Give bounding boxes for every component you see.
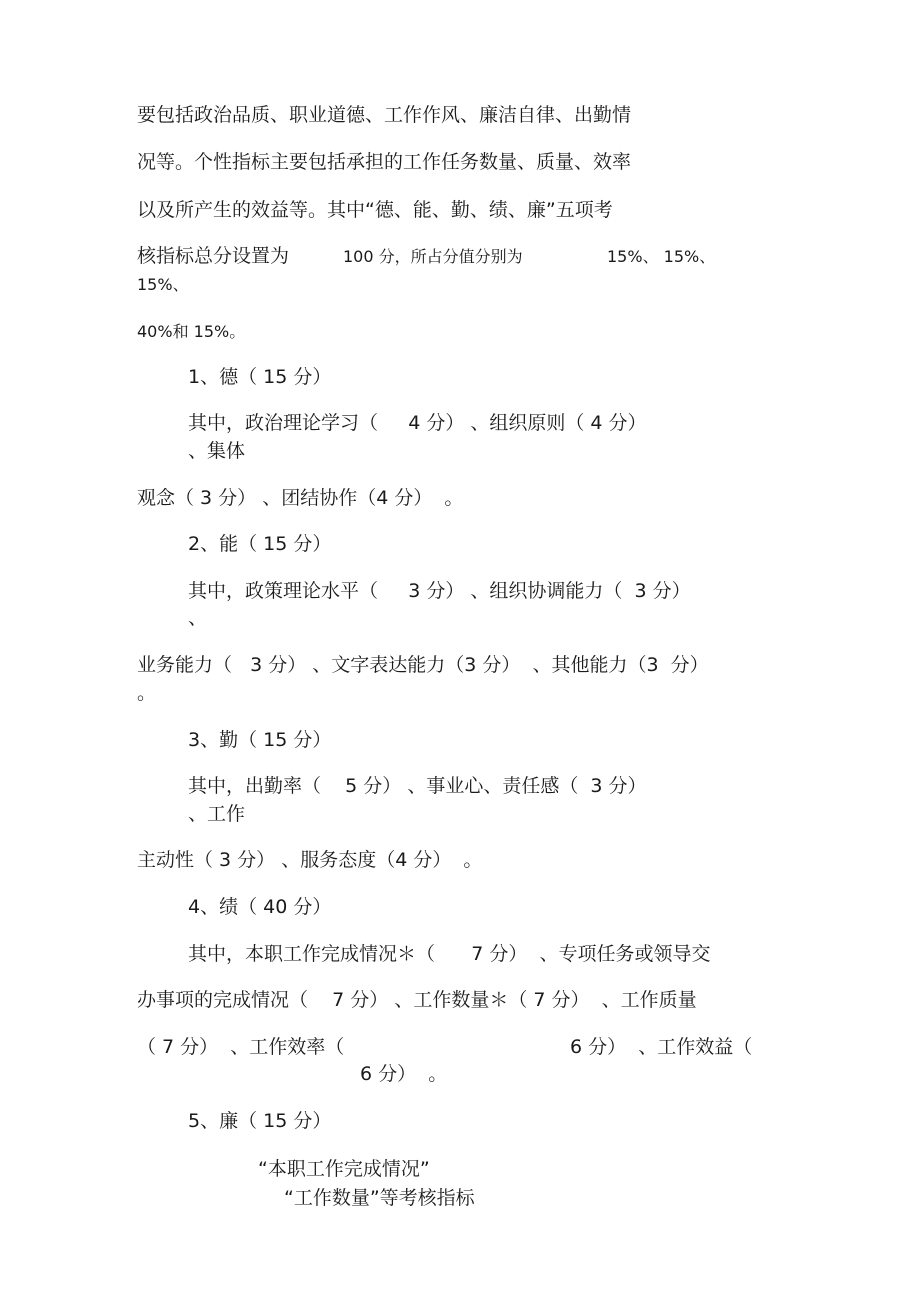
section-4-line-2: 办事项的完成情况（ 7 分） 、工作数量＊（ 7 分） 、工作质量 xyxy=(137,989,697,1011)
footer-line-1: “本职工作完成情况” xyxy=(258,1158,430,1180)
section-2-line-4: 。 xyxy=(137,682,157,704)
footer-line-2: “工作数量”等考核指标 xyxy=(284,1187,475,1209)
section-1-line-3: 观念（ 3 分） 、团结协作（4 分） 。 xyxy=(137,487,464,509)
section-1-line-1: 其中，政治理论学习（ 4 分） 、组织原则（ 4 分） xyxy=(188,412,647,434)
section-1-heading: 1、德（ 15 分） xyxy=(188,366,332,388)
intro-line-4b: 100 分，所占分值分别为 xyxy=(343,247,523,266)
section-4-heading: 4、绩（ 40 分） xyxy=(188,896,332,918)
section-3-heading: 3、勤（ 15 分） xyxy=(188,729,332,751)
intro-line-5: 15%、 xyxy=(137,275,189,294)
section-3-line-1: 其中，出勤率（ 5 分） 、事业心、责任感（ 3 分） xyxy=(188,775,647,797)
section-3-line-3: 主动性（ 3 分） 、服务态度（4 分） 。 xyxy=(137,849,483,871)
section-4-line-4: 6 分） 、工作效益（ xyxy=(570,1036,753,1058)
intro-line-6: 40%和 15%。 xyxy=(137,322,246,341)
section-2-line-2: 、 xyxy=(188,607,208,629)
intro-line-4c: 15%、 15%、 xyxy=(607,247,716,266)
section-3-line-2: 、工作 xyxy=(188,803,246,825)
intro-line-4a: 核指标总分设置为 xyxy=(137,245,290,267)
section-4-line-3: （ 7 分） 、工作效率（ xyxy=(137,1036,345,1058)
section-5-heading: 5、廉（ 15 分） xyxy=(188,1110,332,1132)
intro-line-2: 况等。个性指标主要包括承担的工作任务数量、质量、效率 xyxy=(137,151,632,173)
section-4-line-1: 其中，本职工作完成情况＊（ 7 分） 、专项任务或领导交 xyxy=(188,943,711,965)
section-2-heading: 2、能（ 15 分） xyxy=(188,533,332,555)
section-1-line-2: 、集体 xyxy=(188,440,246,462)
section-2-line-1: 其中，政策理论水平（ 3 分） 、组织协调能力（ 3 分） xyxy=(188,580,691,602)
intro-line-3: 以及所产生的效益等。其中“德、能、勤、绩、廉”五项考 xyxy=(137,199,613,221)
section-4-line-5: 6 分） 。 xyxy=(360,1063,448,1085)
section-2-line-3: 业务能力（ 3 分） 、文字表达能力（3 分） 、其他能力（3 分） xyxy=(137,654,709,676)
intro-line-1: 要包括政治品质、职业道德、工作作风、廉洁自律、出勤情 xyxy=(137,104,632,126)
